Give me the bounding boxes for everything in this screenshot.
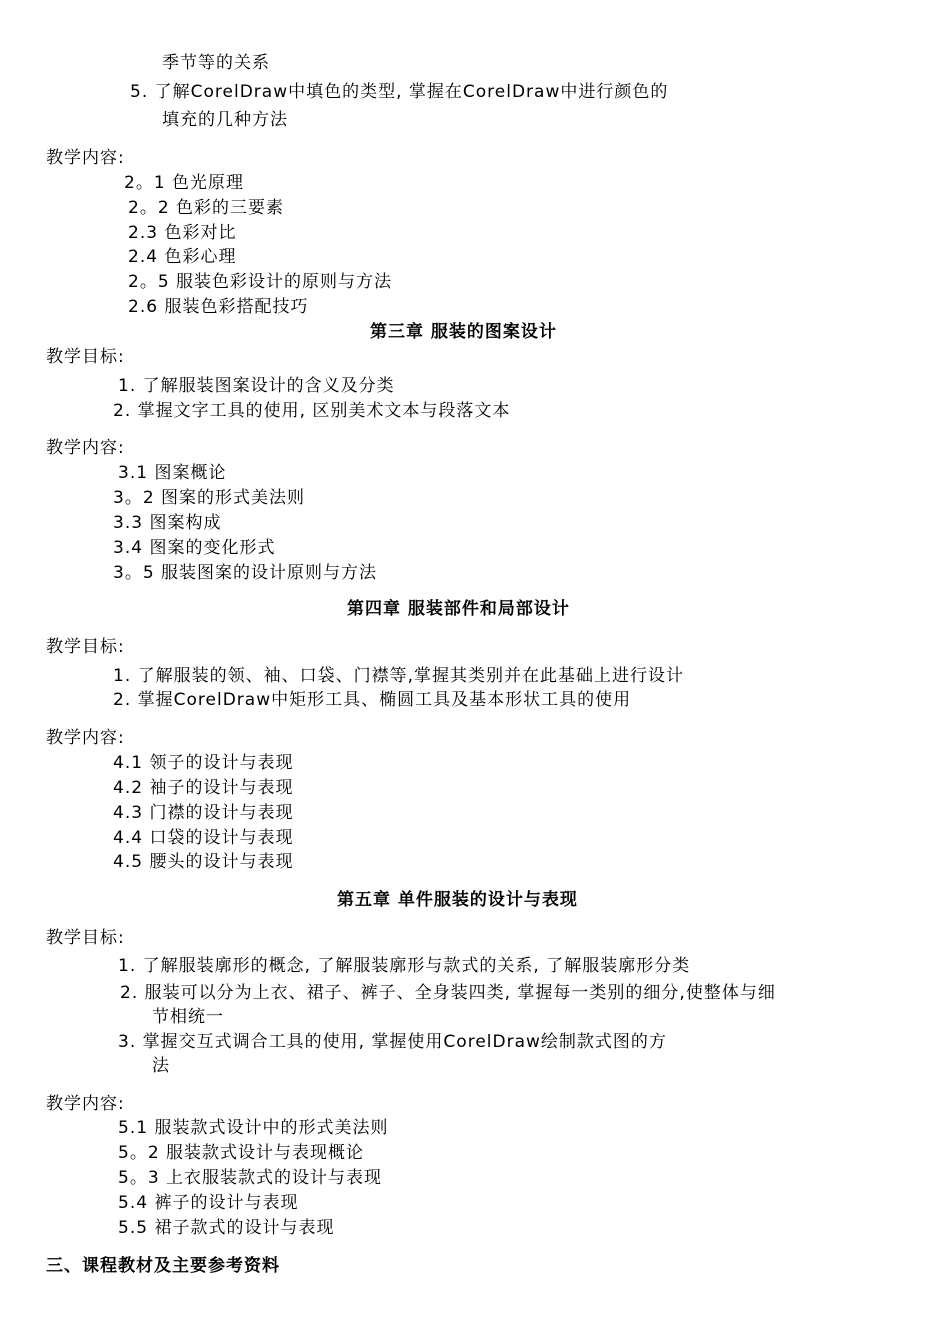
ch5-goal: 1. 了解服装廓形的概念, 了解服装廓形与款式的关系, 了解服装廓形分类 — [118, 956, 691, 976]
ch4-goal: 2. 掌握CorelDraw中矩形工具、椭圆工具及基本形状工具的使用 — [113, 690, 632, 710]
ch3-content-label: 教学内容: — [46, 438, 125, 458]
ch2-content-item: 2.3 色彩对比 — [128, 223, 237, 243]
ch3-content-item: 3.1 图案概论 — [118, 463, 227, 483]
ch5-content-item: 5.4 裤子的设计与表现 — [118, 1193, 299, 1213]
ch2-content-item: 2.6 服装色彩搭配技巧 — [128, 297, 309, 317]
ch5-goal: 3. 掌握交互式调合工具的使用, 掌握使用CorelDraw绘制款式图的方 — [118, 1032, 667, 1052]
ch5-content-item: 5.5 裙子款式的设计与表现 — [118, 1218, 335, 1238]
ch3-content-item: 3。5 服装图案的设计原则与方法 — [113, 563, 378, 583]
ch2-content-label: 教学内容: — [46, 148, 125, 168]
ch5-goal-continuation: 法 — [152, 1056, 170, 1076]
ch5-content-item: 5。2 服装款式设计与表现概论 — [118, 1143, 365, 1163]
ch4-content-item: 4.1 领子的设计与表现 — [113, 753, 294, 773]
ch3-content-item: 3.4 图案的变化形式 — [113, 538, 276, 558]
ch2-content-item: 2.4 色彩心理 — [128, 247, 237, 267]
ch4-goal: 1. 了解服装的领、袖、口袋、门襟等,掌握其类别并在此基础上进行设计 — [113, 666, 685, 686]
ch5-content-label: 教学内容: — [46, 1094, 125, 1114]
ch3-content-item: 3。2 图案的形式美法则 — [113, 488, 306, 508]
ch4-content-label: 教学内容: — [46, 728, 125, 748]
intro-line-2: 5. 了解CorelDraw中填色的类型, 掌握在CorelDraw中进行颜色的 — [130, 82, 669, 102]
ch5-content-item: 5.1 服装款式设计中的形式美法则 — [118, 1118, 389, 1138]
ch2-content-item: 2。2 色彩的三要素 — [128, 198, 285, 218]
ch3-content-item: 3.3 图案构成 — [113, 513, 222, 533]
ch4-content-item: 4.3 门襟的设计与表现 — [113, 803, 294, 823]
ch3-goal: 2. 掌握文字工具的使用, 区别美术文本与段落文本 — [113, 401, 511, 421]
ch3-goal-label: 教学目标: — [46, 347, 125, 367]
intro-line-1: 季节等的关系 — [162, 53, 270, 73]
ch2-content-item: 2。1 色光原理 — [124, 173, 245, 193]
intro-line-3: 填充的几种方法 — [162, 110, 288, 130]
ch4-goal-label: 教学目标: — [46, 637, 125, 657]
ch2-content-item: 2。5 服装色彩设计的原则与方法 — [128, 272, 393, 292]
ch4-content-item: 4.4 口袋的设计与表现 — [113, 828, 294, 848]
section-3-title: 三、课程教材及主要参考资料 — [46, 1256, 280, 1276]
ch4-content-item: 4.2 袖子的设计与表现 — [113, 778, 294, 798]
ch5-goal-continuation: 节相统一 — [152, 1007, 224, 1027]
ch5-content-item: 5。3 上衣服装款式的设计与表现 — [118, 1168, 383, 1188]
chapter-5-title: 第五章 单件服装的设计与表现 — [337, 890, 578, 910]
ch3-goal: 1. 了解服装图案设计的含义及分类 — [118, 376, 395, 396]
ch5-goal-label: 教学目标: — [46, 928, 125, 948]
ch4-content-item: 4.5 腰头的设计与表现 — [113, 852, 294, 872]
chapter-4-title: 第四章 服装部件和局部设计 — [347, 599, 570, 619]
ch5-goal: 2. 服装可以分为上衣、裙子、裤子、全身装四类, 掌握每一类别的细分,使整体与细 — [120, 983, 776, 1003]
chapter-3-title: 第三章 服装的图案设计 — [370, 322, 557, 342]
